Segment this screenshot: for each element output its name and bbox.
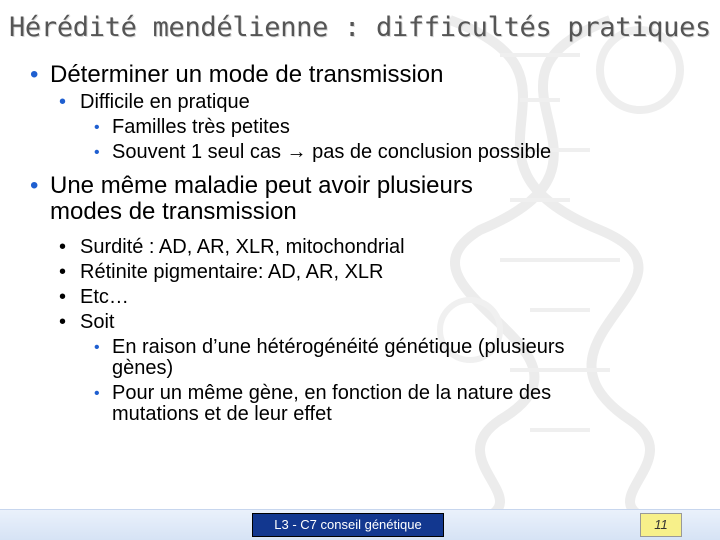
bullet-retinitis xyxy=(30,262,690,283)
bullet-icon: • xyxy=(94,339,100,356)
page-number: 11 xyxy=(640,513,682,537)
bullet-difficult xyxy=(30,92,690,113)
footer-course-label: L3 - C7 conseil génétique xyxy=(252,513,444,537)
bullet-heterogeneity xyxy=(30,337,690,379)
bullet-text-line1: Pour un même gène, en fonction de la nature des xyxy=(112,382,552,404)
bullet-icon: • xyxy=(59,91,67,113)
bullet-text: Souvent 1 seul cas → pas de conclusion possible xyxy=(112,141,552,163)
bullet-icon: • xyxy=(94,385,100,402)
bullet-determine-mode xyxy=(30,62,690,88)
bullet-text-line2: mutations et de leur effet xyxy=(112,403,332,425)
bullet-soit xyxy=(30,312,690,333)
bullet-text: Difficile en pratique xyxy=(80,91,250,113)
slide-title: Hérédité mendélienne : difficultés pratiques xyxy=(8,12,712,43)
slide-content xyxy=(30,62,690,425)
bullet-text-line1: Une même maladie peut avoir plusieurs xyxy=(50,172,473,199)
bullet-text: Etc… xyxy=(80,286,129,308)
bullet-same-disease xyxy=(30,173,690,225)
bullet-text-line2: gènes) xyxy=(112,357,174,379)
bullet-text: Déterminer un mode de transmission xyxy=(50,61,444,88)
bullet-icon: • xyxy=(94,119,100,136)
bullet-text: Surdité : AD, AR, XLR, mitochondrial xyxy=(80,236,405,258)
bullet-icon: • xyxy=(59,286,67,308)
bullet-text: Soit xyxy=(80,311,115,333)
bullet-text-line2: modes de transmission xyxy=(50,198,297,225)
bullet-icon: • xyxy=(30,61,39,88)
bullet-text: Familles très petites xyxy=(112,116,290,138)
bullet-small-families xyxy=(30,117,690,138)
bullet-text-line1: En raison d’une hétérogénéité génétique (plusieurs xyxy=(112,336,565,358)
bullet-icon: • xyxy=(59,261,67,283)
bullet-icon: • xyxy=(30,172,39,199)
bullet-icon: • xyxy=(59,311,67,333)
bullet-single-case xyxy=(30,142,690,163)
bullet-same-gene xyxy=(30,383,690,425)
bullet-text: Rétinite pigmentaire: AD, AR, XLR xyxy=(80,261,384,283)
bullet-icon: • xyxy=(59,236,67,258)
bullet-etc xyxy=(30,287,690,308)
bullet-deafness xyxy=(30,237,690,258)
bullet-icon: • xyxy=(94,144,100,161)
